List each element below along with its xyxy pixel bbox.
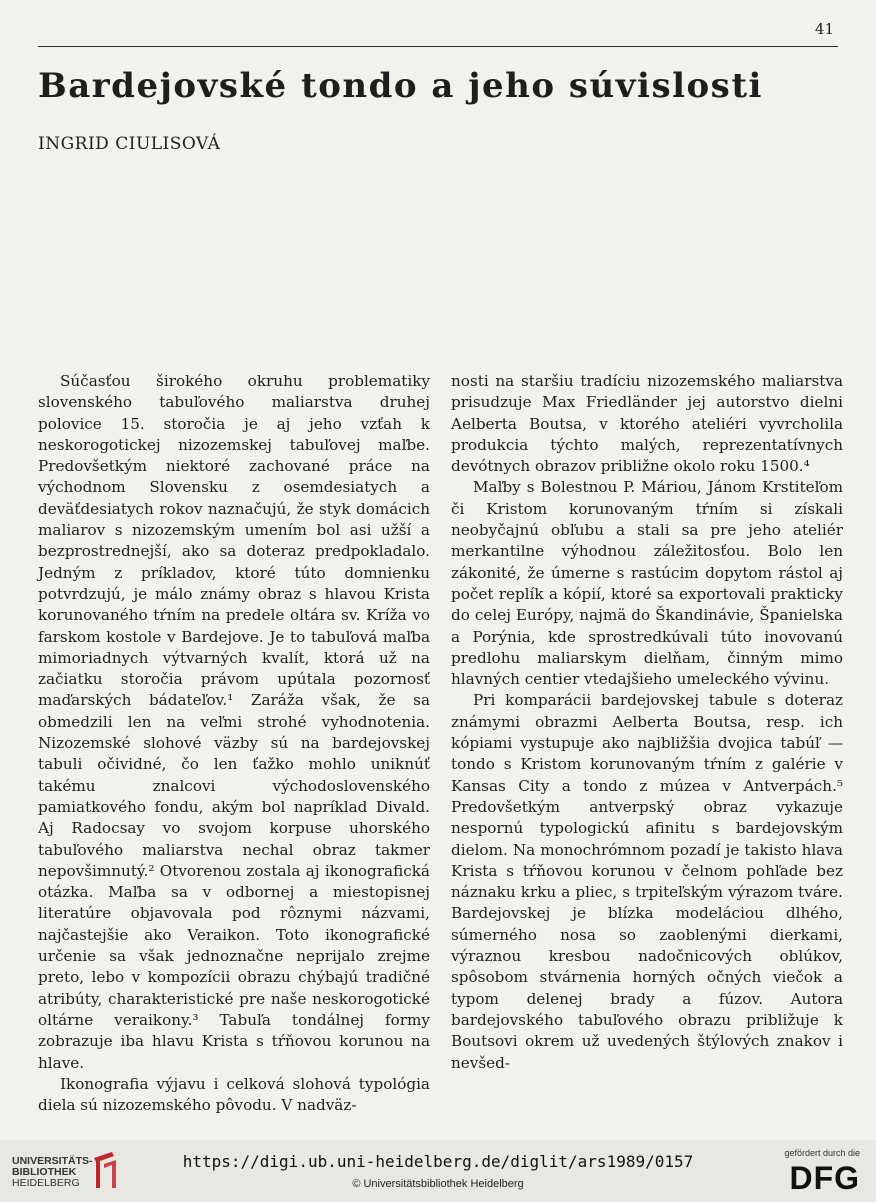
article-title: Bardejovské tondo a jeho súvislosti bbox=[38, 66, 763, 106]
funding-caption: gefördert durch die bbox=[784, 1148, 860, 1158]
paragraph: Ikonografia výjavu i celková slohová typológia diela sú nizozemského pôvodu. V nadväz- bbox=[38, 1074, 430, 1115]
paragraph: Súčasťou širokého okruhu problematiky slovenského tabuľového maliarstva druhej polovice 15. storočia je aj jeho vzťah k neskorogotickej nizozemskej tabuľovej maľbe. Predovšetkým niektoré zachované práce na východnom Slovensku z osemdesiatych a deväťdesiatych rokov naznačujú, že styk domácich maliarov s nizozemským umením bol asi užší a bezprostrednejší, ako sa doteraz predpokladalo. Jedným z príkladov, ktoré túto domnienku potvrdzujú, je málo známy obraz s hlavou Krista korunovaného tŕním na predele oltára sv. Kríža vo farskom kostole v Bardejove. Je to tabuľová maľba mimoriadnych výtvarných kvalít, ktorá už na začiatku storočia právom upútala pozornosť maďarských bádateľov.¹ Zaráža však, že sa obmedzili len na veľmi strohé vyhodnotenia. Nizozemské slohové väzby sú na bardejovskej tabuli očividné, čo len ťažko mohlo uniknúť takému znalcovi východoslovenského pamiatkového fondu, akým bol napríklad Divald. Aj Radocsay vo svojom korpuse uhorského tabuľového maliarstva nechal obraz takmer nepovšimnutý.² Otvorenou zostala aj ikonografická otázka. Maľba sa v odbornej a miestopisnej literatúre objavovala pod rôznymi názvami, najčastejšie ako Veraikon. Toto ikonografické určenie sa však jednoznačne neprijalo zrejme preto, lebo v kompozícii obrazu chýbajú tradičné atribúty, charakteristické pre naše neskorogotické oltárne veraikony.³ Tabuľa tondálnej formy zobrazuje iba hlavu Krista s tŕňovou korunou na hlave. bbox=[38, 372, 430, 1072]
viewer-footer bbox=[0, 1140, 876, 1202]
paragraph: nosti na staršiu tradíciu nizozemského maliarstva prisudzuje Max Friedländer jej autorstvo dielni Aelberta Boutsa, v ktorého ateliéri vyvrcholila produkcia týchto malých, reprezentatívnych devótnych obrazov približne okolo roku 1500.⁴ bbox=[451, 372, 843, 476]
left-column bbox=[38, 371, 430, 1116]
library-logo-line: UNIVERSITÄTS- bbox=[12, 1155, 93, 1167]
library-logo-line: HEIDELBERG bbox=[12, 1177, 80, 1189]
page-number: 41 bbox=[814, 20, 834, 38]
dfg-logo[interactable]: DFG bbox=[789, 1160, 860, 1196]
author-name: INGRID CIULISOVÁ bbox=[38, 134, 221, 154]
right-column bbox=[451, 371, 843, 1074]
copyright-notice: © Universitätsbibliothek Heidelberg bbox=[352, 1178, 524, 1190]
library-logo-line: BIBLIOTHEK bbox=[12, 1166, 77, 1178]
paragraph: Pri komparácii bardejovskej tabule s doteraz známymi obrazmi Aelberta Boutsa, resp. ich kópiami vystupuje ako najbližšia dvojica tabúľ — tondo s Kristom korunovaným tŕním z galérie v Kansas City a tondo z múzea v Antverpách.⁵ Predovšetkým antverpský obraz vykazuje nespornú typologickú afinitu s bardejovským dielom. Na monochrómnom pozadí je takisto hlava Krista s tŕňovou korunou v čelnom pohľade bez náznaku krku a pliec, s trpiteľským výrazom tváre. Bardejovskej je blízka modeláciou dlhého, súmerného nosa so zaoblenými dierkami, výraznou kresbou nadočnicových oblúkov, spôsobom stvárnenia horných očných viečok a typom delenej brady a fúzov. Autora bardejovského tabuľového obrazu približuje k Boutsovi okrem už uvedených štýlových znakov i nevšed- bbox=[451, 691, 843, 1072]
permalink-url[interactable]: https://digi.ub.uni-heidelberg.de/diglit/ars1989/0157 bbox=[182, 1152, 694, 1171]
header-rule bbox=[38, 46, 838, 47]
paragraph: Maľby s Bolestnou P. Máriou, Jánom Krstiteľom či Kristom korunovaným tŕním si získali neobyčajnú obľubu a stali sa pre jeho ateliér merkantilne výhodnou záležitosťou. Bolo len zákonité, že úmerne s rastúcim dopytom rástol aj počet replík a kópií, ktoré sa exportovali prakticky do celej Európy, najmä do Škandinávie, Španielska a Porýnia, kde sprostredkúvali túto inovovanú predlohu maliarskym dielňam, činným mimo hlavných centier vtedajšieho umeleckého vývinu. bbox=[451, 478, 843, 689]
